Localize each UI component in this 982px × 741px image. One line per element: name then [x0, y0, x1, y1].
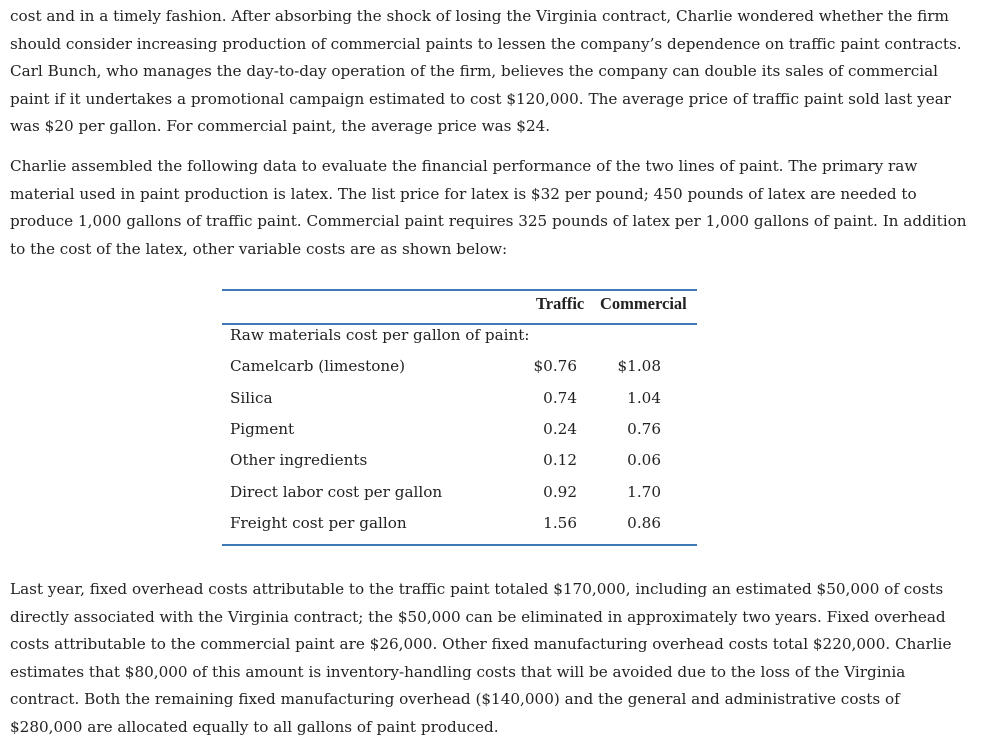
fixed-overhead-paragraph: Last year, fixed overhead costs attributable to the traffic paint totaled $170,000, including an estimated $50,000 of costs directly associated with the Virginia contract; the $50,000 can be eliminated in approximately two years. Fixed overhead costs attributable to the commercial paint are $26,000. Other fixed manufacturing overhead costs total $220,000. Charlie estimates that $80,000 of this amount is inventory-handling costs that will be avoided due to the loss of the Virginia contract. Both the remaining fixed manufacturing overhead ($140,000) and the general and administrative costs of $280,000 are allocated equally to all gallons of paint produced. [10, 580, 952, 736]
row-label: Raw materials cost per gallon of paint: [230, 326, 530, 344]
row-label: Direct labor cost per gallon [230, 483, 443, 501]
table-row [222, 357, 697, 387]
table-row [222, 420, 697, 450]
row-label: Other ingredients [230, 451, 368, 469]
variable-cost-table [222, 289, 697, 547]
row-label: Silica [230, 389, 273, 407]
table-row [222, 483, 697, 513]
intro-paragraph: cost and in a timely fashion. After absorbing the shock of losing the Virginia contract, Charlie wondered whether the firm should consider increasing production of commercial paints to lessen the company’s dependence on traffic paint contracts. Carl Bunch, who manages the day-to-day operation of the firm, believes the company can double its sales of commercial paint if it undertakes a promotional campaign estimated to cost $120,000. The average price of traffic paint sold last year was $20 per gallon. For commercial paint, the average price was $24. [10, 7, 962, 135]
data-description-paragraph: Charlie assembled the following data to evaluate the financial performance of the two lines of paint. The primary raw material used in paint production is latex. The list price for latex is $32 per pound; 450 pounds of latex are needed to produce 1,000 gallons of traffic paint. Commercial paint requires 325 pounds of latex per 1,000 gallons of paint. In addition to the cost of the latex, other variable costs are as shown below: [10, 157, 967, 258]
commercial-value: 0.06 [627, 451, 661, 469]
commercial-value: 0.86 [627, 514, 661, 532]
table-bottom-rule [222, 544, 697, 546]
traffic-value: $0.76 [533, 357, 577, 375]
row-label: Freight cost per gallon [230, 514, 407, 532]
table-row [222, 451, 697, 481]
row-label: Pigment [230, 420, 295, 438]
header-commercial: Commercial [600, 294, 687, 313]
traffic-value: 0.92 [543, 483, 577, 501]
commercial-value: $1.08 [617, 357, 661, 375]
traffic-value: 0.12 [543, 451, 577, 469]
traffic-value: 0.24 [543, 420, 577, 438]
row-label: Camelcarb (limestone) [230, 357, 406, 375]
commercial-value: 1.70 [627, 483, 661, 501]
table-top-rule [222, 289, 697, 291]
traffic-value: 1.56 [543, 514, 577, 532]
table-row [222, 389, 697, 419]
traffic-value: 0.74 [543, 389, 577, 407]
commercial-value: 0.76 [627, 420, 661, 438]
header-traffic: Traffic [536, 294, 585, 313]
table-header-rule [222, 323, 697, 325]
table-row [222, 326, 697, 356]
commercial-value: 1.04 [627, 389, 661, 407]
table-row [222, 514, 697, 544]
